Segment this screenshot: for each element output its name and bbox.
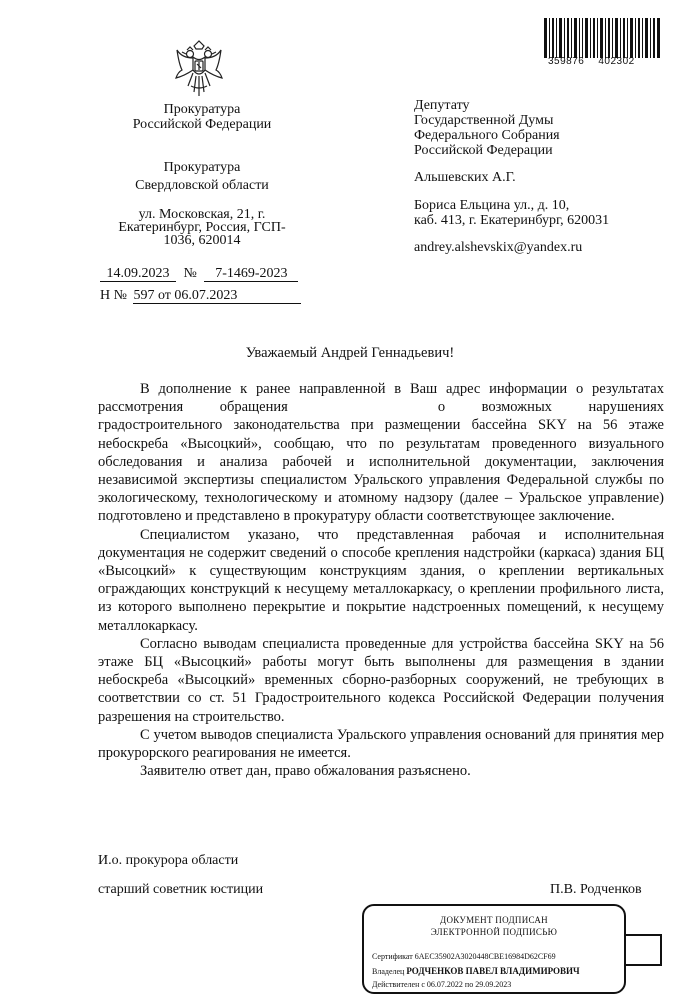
paragraph-1-part2: о возможных нарушениях градостроительного законодательства при размещении бассейна SKY на 56 этаже небоскреба «Высоцкий», сообщаю, что по результатам проведенного визуального обследования и анализа рабочей и исполнительной документации, заключения независимой экспертизы специалистом Уральского управления Федеральной службы по экологическому, технологическому и атомному надзору (далее – Уральское управление) подготовлено и представлено в прокуратуру области соответствующее заключение.	[98, 399, 664, 525]
stamp-title	[364, 914, 624, 938]
recipient-line1: Депутату	[414, 98, 470, 113]
recipient-line2: Государственной Думы	[414, 113, 554, 128]
sender-org2-line1: Прокуратура	[163, 160, 241, 175]
barcode-numbers	[548, 56, 635, 67]
sender-address-line1: ул. Московская, 21, г.	[138, 207, 266, 222]
paragraph-2: Специалистом указано, что представленная рабочая и исполнительная документация не содержит сведений о способе крепления надстройки (каркаса) здания БЦ «Высоцкий» к существующим конструкциям здания, о креплении вертикальных ограждающих конструкций к несущему металлокаркасу, о креплении профильного листа, из которого выполнено перекрытие и покрытие надстроенных помещений, к несущему металлокаркасу.	[98, 526, 664, 634]
stamp-certificate	[372, 952, 556, 961]
stamp-certificate-label: Сертификат	[372, 952, 413, 961]
recipient-line3: Федерального Собрания	[414, 128, 560, 143]
electronic-signature-stamp	[362, 904, 626, 994]
recipient-address	[414, 198, 674, 228]
stamp-corner-frame	[626, 934, 662, 966]
paragraph-1	[98, 380, 664, 526]
sender-address	[96, 208, 308, 247]
sender-address-line2: Екатеринбург, Россия, ГСП-	[118, 220, 286, 235]
recipient-email: andrey.alshevskix@yandex.ru	[414, 240, 583, 255]
stamp-certificate-value: 6AEC35902A3020448CBE16984D62CF69	[414, 952, 556, 961]
recipient-address-line1: Бориса Ельцина ул., д. 10,	[414, 198, 570, 213]
reference-line	[100, 288, 301, 304]
stamp-title-line1: ДОКУМЕНТ ПОДПИСАН	[440, 915, 548, 925]
barcode-number-2: 402302	[598, 56, 635, 67]
sender-org2-line2: Свердловской области	[135, 178, 269, 193]
stamp-title-line2: ЭЛЕКТРОННОЙ ПОДПИСЬЮ	[430, 927, 558, 937]
sender-address-line3: 1036, 620014	[163, 233, 241, 248]
coat-of-arms-emblem-icon	[174, 40, 224, 98]
sender-org1-line2: Российской Федерации	[132, 117, 272, 132]
recipient-address-line2: каб. 413, г. Екатеринбург, 620031	[414, 213, 610, 228]
reference-prefix: Н №	[100, 288, 127, 303]
sender-org-regional	[96, 160, 308, 193]
paragraph-5: Заявителю ответ дан, право обжалования разъяснено.	[140, 763, 471, 780]
stamp-owner	[372, 966, 580, 976]
letter-body	[98, 380, 664, 780]
sender-org1-line1: Прокуратура	[163, 102, 241, 117]
recipient-position	[414, 98, 674, 158]
stamp-validity: Действителен с 06.07.2022 по 29.09.2023	[372, 980, 512, 989]
recipient-name: Альшевских А.Г.	[414, 170, 516, 185]
registration-date: 14.09.2023	[100, 267, 176, 282]
barcode	[544, 18, 660, 58]
registration-number: 7-1469-2023	[204, 267, 298, 282]
greeting: Уважаемый Андрей Геннадьевич!	[245, 345, 455, 361]
stamp-owner-label: Владелец	[372, 967, 405, 976]
reference-value: 597 от 06.07.2023	[133, 289, 301, 304]
signatory-position-line1: И.о. прокурора области	[98, 853, 239, 868]
signatory-position-line2: старший советник юстиции	[98, 882, 264, 897]
registration-number-sign: №	[183, 266, 197, 281]
paragraph-1-part1: В дополнение к ранее направленной в Ваш адрес информации о результатах рассмотрения обращения	[98, 381, 664, 416]
stamp-owner-value: РОДЧЕНКОВ ПАВЕЛ ВЛАДИМИРОВИЧ	[406, 966, 580, 976]
paragraph-4: С учетом выводов специалиста Уральского управления оснований для принятия мер прокурорского реагирования не имеется.	[98, 726, 664, 762]
paragraph-3: Согласно выводам специалиста проведенные для устройства бассейна SKY на 56 этаже БЦ «Высоцкий» работы могут быть выполнены для размещения в здании небоскреба «Высоцкий» временных сборно-разборных сооружений, не требующих в соответствии со ст. 51 Градостроительного кодекса Российской Федерации получения разрешения на строительство.	[98, 635, 664, 725]
barcode-number-1: 359876	[548, 56, 585, 67]
sender-org-federal	[96, 102, 308, 132]
signatory-name: П.В. Родченков	[550, 882, 642, 897]
recipient-line4: Российской Федерации	[414, 143, 553, 158]
registration-line	[100, 266, 298, 282]
